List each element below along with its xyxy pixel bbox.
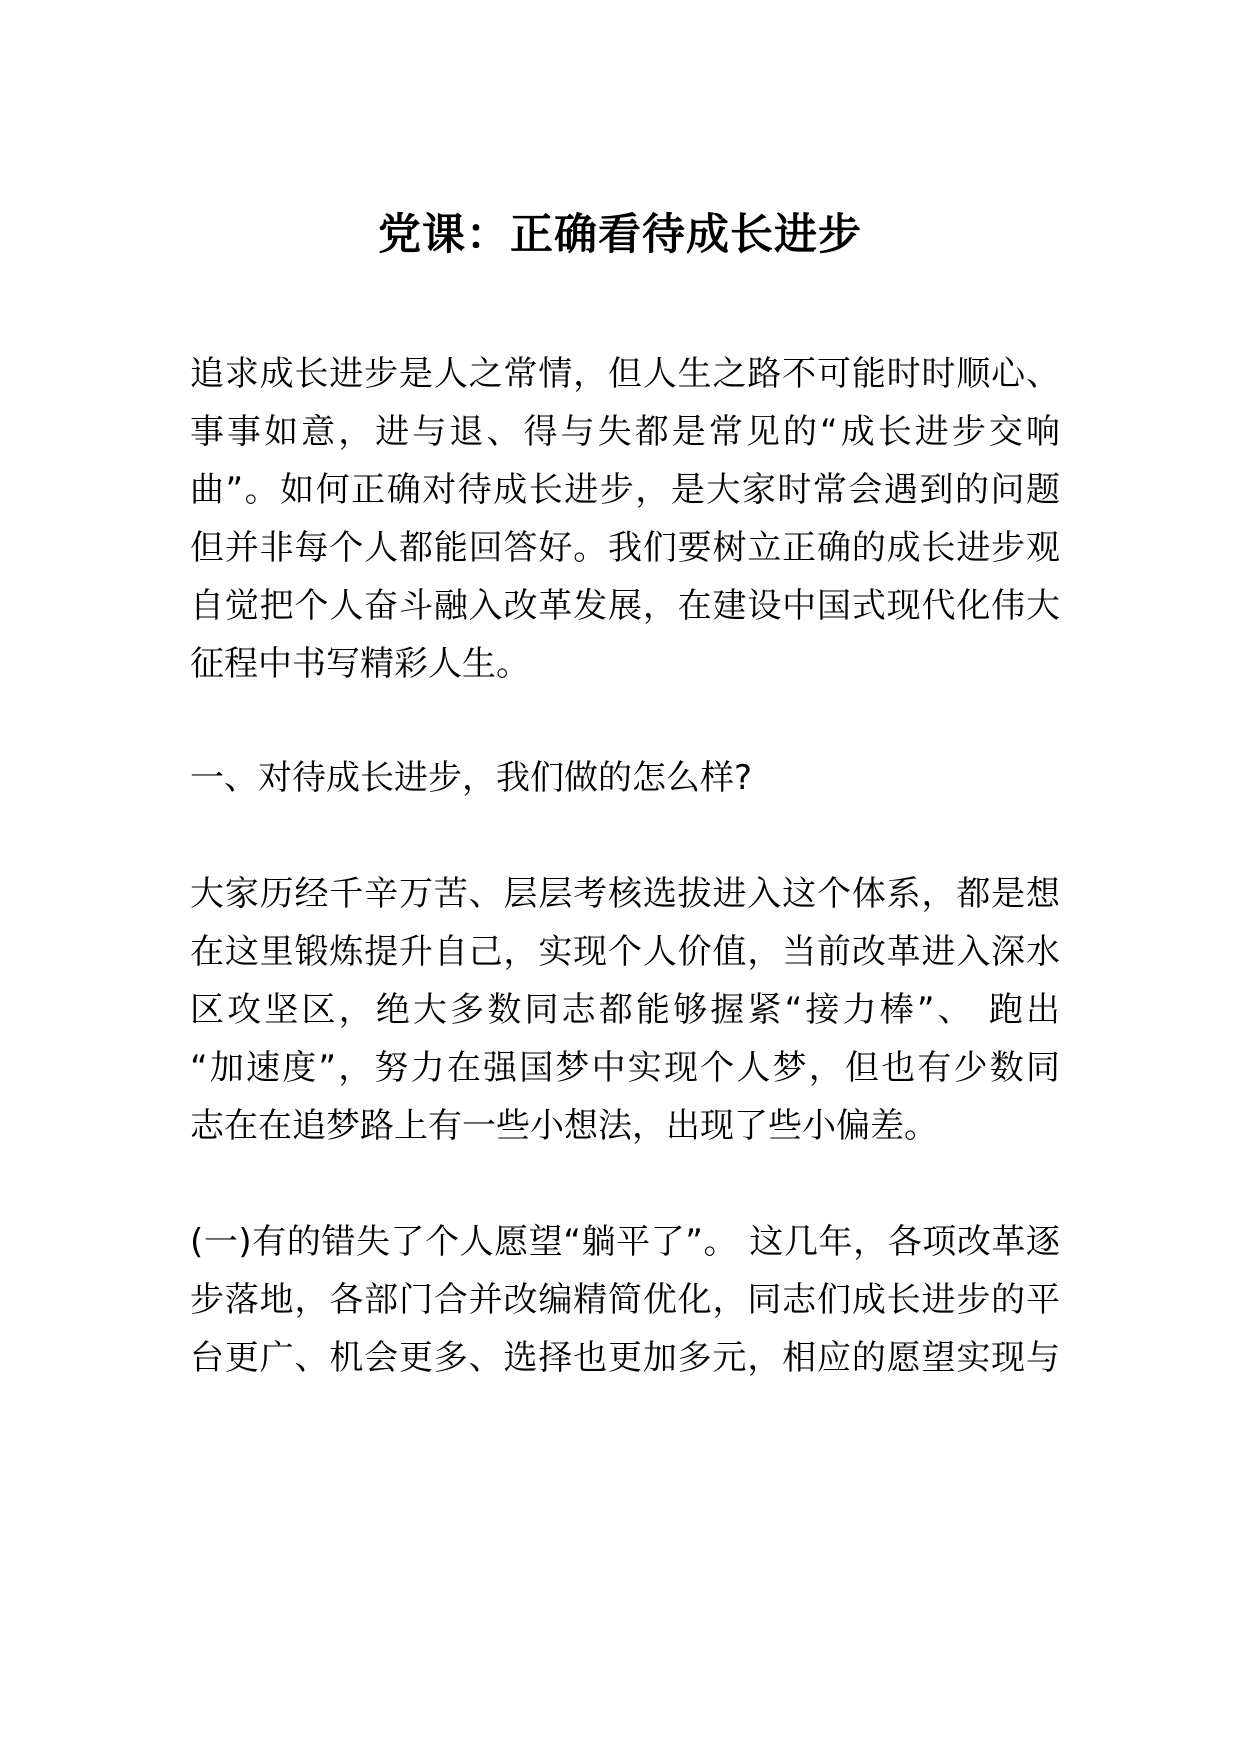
paragraph-1-line-1: 追求成长进步是人之常情，但人生之路不可能时时顺心、 xyxy=(190,354,1060,394)
paragraph-1-line-2: 事事如意，进与退、得与失都是常见的“成长进步交响 xyxy=(190,412,1060,452)
paragraph-2-line-2: 在这里锻炼提升自己，实现个人价值，当前改革进入深水 xyxy=(190,932,1060,972)
paragraph-3-line-2: 步落地，各部门合并改编精简优化，同志们成长进步的平 xyxy=(190,1280,1060,1320)
paragraph-1-line-4: 但并非每个人都能回答好。我们要树立正确的成长进步观 xyxy=(190,528,1060,568)
document-title: 党课：正确看待成长进步 xyxy=(378,210,862,260)
paragraph-1-line-6: 征程中书写精彩人生。 xyxy=(190,644,530,684)
paragraph-2-line-3: 区攻坚区，绝大多数同志都能够握紧“接力棒”、 跑出 xyxy=(190,990,1060,1030)
paragraph-3-line-1: (一)有的错失了个人愿望“躺平了”。 这几年，各项改革逐 xyxy=(190,1222,1060,1262)
paragraph-2-line-4: “加速度”，努力在强国梦中实现个人梦，但也有少数同 xyxy=(190,1048,1060,1088)
paragraph-2-line-5: 志在在追梦路上有一些小想法，出现了些小偏差。 xyxy=(190,1106,938,1146)
paragraph-3-line-3: 台更广、机会更多、选择也更加多元，相应的愿望实现与 xyxy=(190,1338,1060,1378)
paragraph-1-line-5: 自觉把个人奋斗融入改革发展，在建设中国式现代化伟大 xyxy=(190,586,1060,626)
paragraph-2-line-1: 大家历经千辛万苦、层层考核选拔进入这个体系，都是想 xyxy=(190,874,1060,914)
paragraph-1-line-3: 曲”。如何正确对待成长进步，是大家时常会遇到的问题 xyxy=(190,470,1060,510)
section-heading-1: 一、对待成长进步，我们做的怎么样? xyxy=(190,758,753,798)
